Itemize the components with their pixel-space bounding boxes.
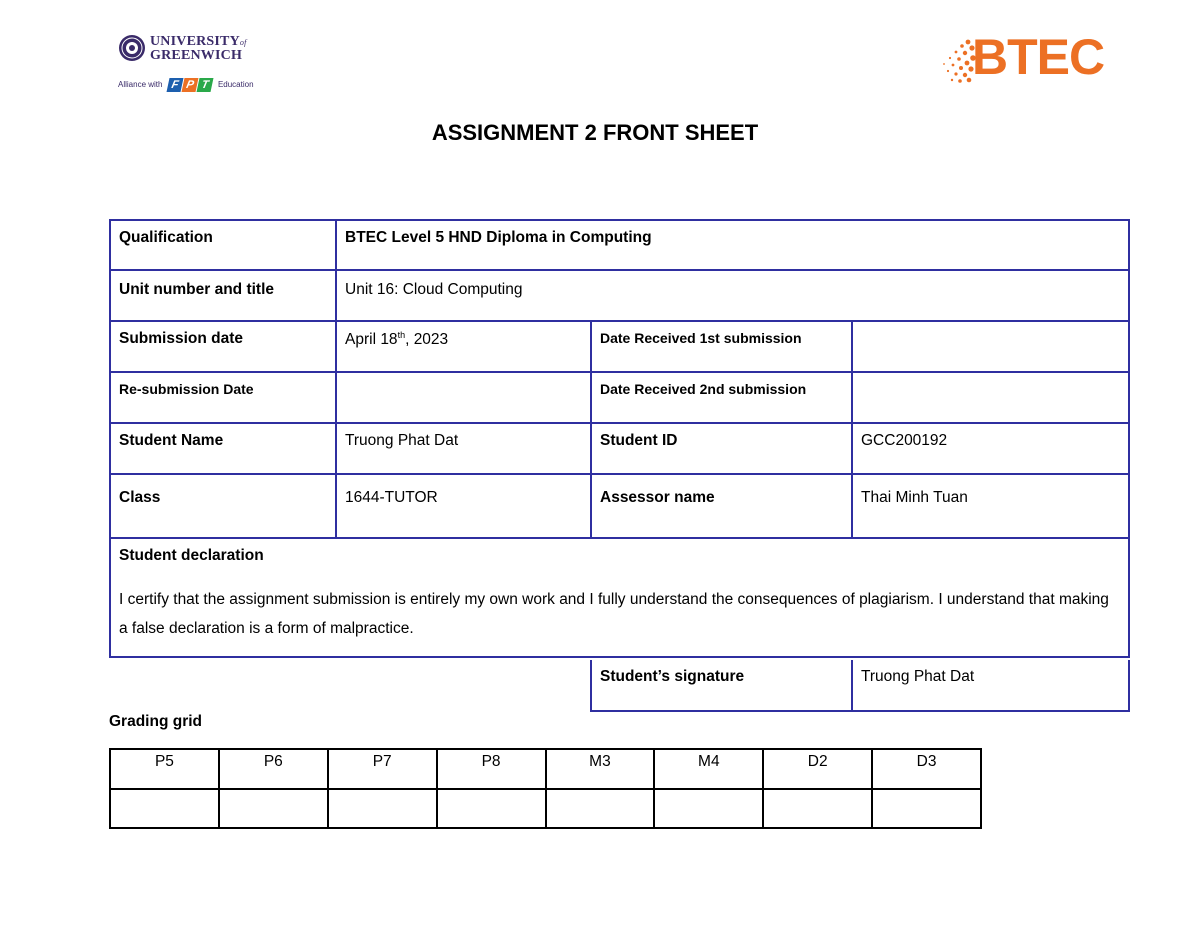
qualification-row bbox=[110, 220, 1129, 270]
declaration-text: I certify that the assignment submission is entirely my own work and I fully understand the consequences of plagiarism. I understand that making a false declaration is a form of malpractice. bbox=[119, 591, 1109, 637]
submission-date-suffix: th bbox=[397, 330, 406, 340]
grade-cell-p6 bbox=[219, 789, 328, 828]
declaration-cell bbox=[110, 538, 1129, 657]
grading-header-row bbox=[110, 749, 981, 789]
criterion-p8: P8 bbox=[437, 749, 546, 789]
criterion-m4: M4 bbox=[654, 749, 763, 789]
criterion-d3: D3 bbox=[872, 749, 981, 789]
qualification-value: BTEC Level 5 HND Diploma in Computing bbox=[336, 220, 1129, 270]
submission-date-month-day: April 18 bbox=[345, 331, 398, 349]
signature-table bbox=[590, 660, 1130, 712]
submission-date-label: Submission date bbox=[110, 321, 336, 372]
fpt-logo bbox=[168, 78, 213, 92]
university-name bbox=[150, 35, 247, 62]
student-name-value: Truong Phat Dat bbox=[336, 423, 591, 474]
assessor-label: Assessor name bbox=[591, 474, 852, 538]
assessor-value: Thai Minh Tuan bbox=[852, 474, 1129, 538]
class-value: 1644-TUTOR bbox=[336, 474, 591, 538]
grade-cell-d3 bbox=[872, 789, 981, 828]
resubmission-value bbox=[336, 372, 591, 423]
university-of: of bbox=[239, 38, 247, 47]
declaration-title: Student declaration bbox=[119, 547, 264, 564]
qualification-label: Qualification bbox=[110, 220, 336, 270]
grading-grid-label: Grading grid bbox=[109, 713, 202, 730]
date-received-2-value bbox=[852, 372, 1129, 423]
grading-grid-table bbox=[109, 748, 982, 829]
education-text: Education bbox=[217, 80, 254, 90]
grade-cell-p8 bbox=[437, 789, 546, 828]
unit-label: Unit number and title bbox=[110, 270, 336, 321]
fpt-letter-t: T bbox=[196, 78, 213, 92]
btec-wordmark: BTEC bbox=[972, 29, 1105, 85]
date-received-1-value bbox=[852, 321, 1129, 372]
student-id-value: GCC200192 bbox=[852, 423, 1129, 474]
submission-row bbox=[110, 321, 1129, 372]
unit-row bbox=[110, 270, 1129, 321]
fpt-letter-f: F bbox=[166, 78, 183, 92]
criterion-p7: P7 bbox=[328, 749, 437, 789]
signature-row bbox=[591, 660, 1129, 711]
alliance-text: Alliance with bbox=[118, 80, 163, 90]
student-id-label: Student ID bbox=[591, 423, 852, 474]
fpt-letter-p: P bbox=[181, 78, 198, 92]
class-row bbox=[110, 474, 1129, 538]
page-title: ASSIGNMENT 2 FRONT SHEET bbox=[431, 120, 759, 145]
criterion-d2: D2 bbox=[763, 749, 872, 789]
grade-cell-p7 bbox=[328, 789, 437, 828]
university-of-greenwich-logo bbox=[118, 34, 258, 94]
resubmission-label: Re-submission Date bbox=[110, 372, 336, 423]
grade-cell-m3 bbox=[546, 789, 655, 828]
criterion-p5: P5 bbox=[110, 749, 219, 789]
university-line1: UNIVERSITY bbox=[150, 34, 240, 49]
student-row bbox=[110, 423, 1129, 474]
criterion-p6: P6 bbox=[219, 749, 328, 789]
unit-value: Unit 16: Cloud Computing bbox=[336, 270, 1129, 321]
resubmission-row bbox=[110, 372, 1129, 423]
grading-value-row bbox=[110, 789, 981, 828]
class-label: Class bbox=[110, 474, 336, 538]
submission-date-year: , 2023 bbox=[405, 331, 449, 349]
alliance-line bbox=[118, 78, 254, 92]
greenwich-seal-icon bbox=[118, 34, 146, 62]
criterion-m3: M3 bbox=[546, 749, 655, 789]
date-received-2-label: Date Received 2nd submission bbox=[591, 372, 852, 423]
grade-cell-d2 bbox=[763, 789, 872, 828]
declaration-row bbox=[110, 538, 1129, 657]
grade-cell-p5 bbox=[110, 789, 219, 828]
grade-cell-m4 bbox=[654, 789, 763, 828]
signature-value: Truong Phat Dat bbox=[852, 660, 1129, 711]
submission-date-value bbox=[336, 321, 591, 372]
front-sheet-table bbox=[109, 219, 1130, 658]
signature-label: Student’s signature bbox=[591, 660, 852, 711]
university-line2: GREENWICH bbox=[150, 48, 243, 63]
student-name-label: Student Name bbox=[110, 423, 336, 474]
date-received-1-label: Date Received 1st submission bbox=[591, 321, 852, 372]
btec-logo bbox=[938, 29, 1128, 92]
